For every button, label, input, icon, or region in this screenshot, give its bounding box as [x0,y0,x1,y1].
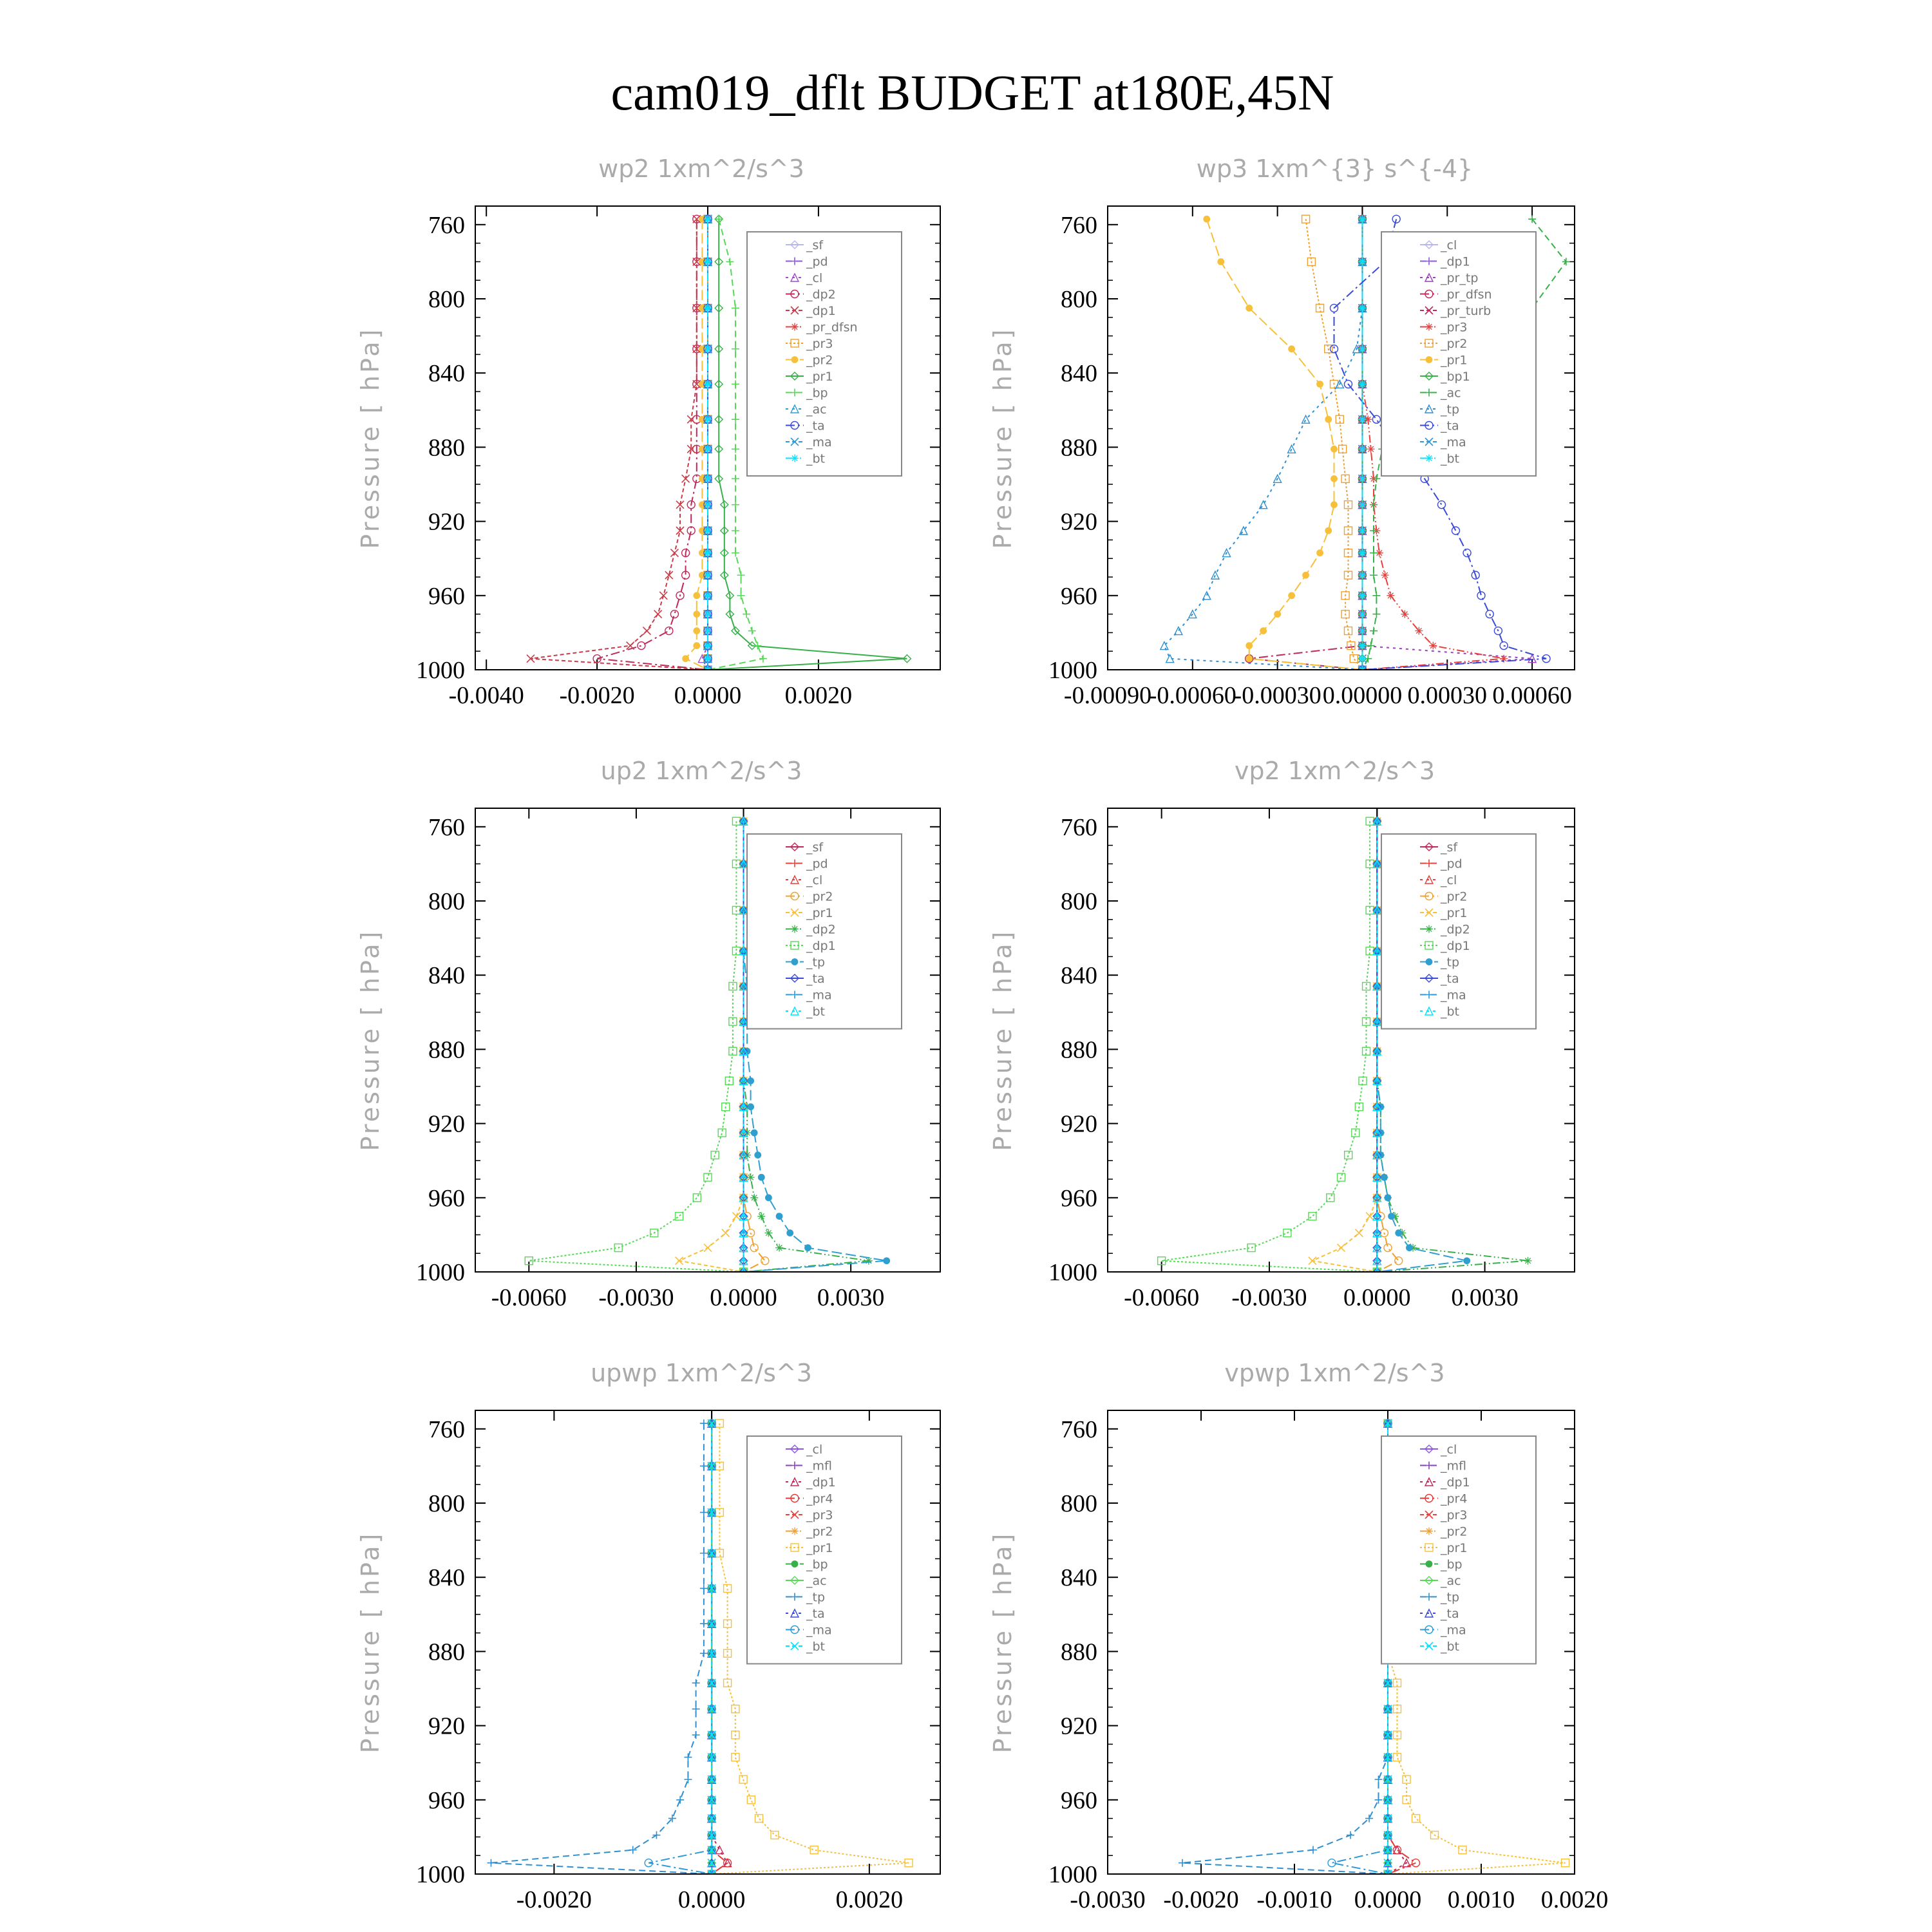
x-tick-label: 0.00060 [1492,682,1572,709]
panel-title: wp2 1xm^2/s^3 [598,155,804,183]
y-tick-label: 760 [1061,211,1097,239]
legend-label: _pr2 [806,1524,833,1539]
legend-label: _tp [1441,1590,1460,1605]
data-point [1395,1229,1402,1236]
data-point [1245,305,1253,312]
data-point [1316,381,1323,388]
data-point [1358,571,1366,579]
data-point [883,1257,890,1264]
legend-label: _mfl [1441,1459,1466,1473]
data-point [804,1244,811,1251]
legend-swatch-marker [791,455,799,462]
legend-label: _dp1 [1441,1475,1470,1490]
legend-label: _dp1 [806,1475,836,1490]
y-tick-label: 1000 [416,1259,465,1286]
y-tick-label: 880 [1061,434,1097,462]
data-point [754,1151,761,1159]
data-point [1245,655,1253,662]
y-tick-label: 800 [1061,888,1097,915]
y-tick-label: 1000 [1048,657,1097,684]
legend-label: _bp [806,386,828,401]
data-point [1245,642,1253,649]
x-tick-label: 0.0020 [835,1886,904,1913]
legend-label: _bp [1441,1557,1463,1572]
y-tick-label: 880 [1061,1036,1097,1064]
legend-label: _sf [806,238,824,252]
y-axis-label: Pressure [ hPa] [989,929,1017,1151]
legend-label: _dp2 [1441,922,1470,937]
legend-label: _mfl [806,1459,832,1473]
data-point [1288,345,1295,352]
legend-label: _pr4 [1441,1492,1468,1506]
y-tick-label: 920 [428,1712,465,1740]
x-tick-label: -0.0040 [448,682,524,709]
panel-title: up2 1xm^2/s^3 [600,757,802,785]
legend-label: _pr4 [806,1492,833,1506]
y-tick-label: 800 [1061,1490,1097,1517]
y-tick-label: 920 [428,508,465,536]
legend-label: _cl [1441,873,1457,887]
legend-label: _pr_dfsn [1441,287,1492,302]
legend-label: _ma [1441,435,1466,450]
y-tick-label: 1000 [1048,1259,1097,1286]
legend-label: _pd [806,857,828,871]
data-point [693,611,700,618]
legend-swatch-marker [1425,455,1433,462]
data-point [750,1194,758,1202]
x-tick-label: 0.00030 [1407,682,1488,709]
legend-swatch-marker [1425,925,1433,933]
legend-label: _pr1 [806,370,833,384]
legend-swatch-marker [1425,1528,1433,1535]
legend-label: _pr_tp [1441,271,1479,285]
legend [747,232,902,476]
legend-label: _pr3 [806,337,833,351]
data-point [1217,258,1224,265]
data-point [1358,592,1366,600]
y-tick-label: 880 [428,1638,465,1666]
legend-label: _bt [1441,1640,1460,1654]
panel-title: vpwp 1xm^2/s^3 [1224,1359,1445,1387]
panel-title: vp2 1xm^2/s^3 [1234,757,1435,785]
data-point [704,592,712,600]
y-axis-label: Pressure [ hPa] [356,327,384,549]
panel-title: wp3 1xm^{3} s^{-4} [1196,155,1473,183]
y-tick-label: 840 [1061,360,1097,388]
y-tick-label: 800 [428,286,465,313]
data-point [776,1213,783,1220]
x-tick-label: -0.0020 [516,1886,592,1913]
x-tick-label: -0.0030 [1070,1886,1146,1913]
y-tick-label: 760 [1061,813,1097,841]
legend-label: _cl [1441,238,1457,252]
y-tick-label: 840 [1061,962,1097,990]
legend-label: _pd [806,254,828,269]
data-point [1260,627,1267,634]
data-point [747,1103,754,1110]
data-point [693,627,700,634]
y-tick-label: 960 [1061,1184,1097,1212]
y-tick-label: 960 [428,1184,465,1212]
y-tick-label: 960 [1061,1786,1097,1814]
legend-label: _pd [1441,857,1463,871]
legend-label: _pr2 [1441,889,1468,904]
legend-label: _pr1 [806,906,833,920]
y-tick-label: 760 [428,1416,465,1443]
x-tick-label: -0.0060 [491,1284,567,1311]
data-point [1331,501,1338,508]
data-point [1288,592,1295,599]
y-tick-label: 840 [428,360,465,388]
data-point [693,592,700,599]
data-point [1524,1257,1532,1265]
data-point [1358,501,1366,509]
legend-label: _ma [1441,988,1466,1003]
x-tick-label: -0.0030 [1231,1284,1307,1311]
y-tick-label: 1000 [416,1861,465,1888]
data-point [704,549,712,557]
legend-label: _sf [806,840,824,855]
data-point [1358,642,1366,650]
legend-label: _pr3 [1441,1508,1468,1522]
legend-label: _ac [806,1574,827,1588]
data-point [765,1194,772,1201]
data-point [1325,527,1332,535]
y-axis-label: Pressure [ hPa] [989,327,1017,549]
legend [1381,834,1536,1029]
x-tick-label: 0.0000 [710,1284,777,1311]
y-tick-label: 960 [428,1786,465,1814]
data-point [704,415,712,423]
data-point [1387,592,1394,600]
legend-label: _ta [1441,419,1459,433]
data-point [1463,1257,1470,1264]
legend-label: _pr_turb [1441,304,1492,318]
x-tick-label: -0.0020 [559,682,635,709]
x-tick-label: 0.0020 [1540,1886,1609,1913]
x-tick-label: -0.0020 [1163,1886,1239,1913]
legend-label: _pr1 [806,1541,833,1555]
data-point [757,1213,765,1220]
x-tick-label: 0.0030 [1451,1284,1519,1311]
data-point [786,1229,793,1236]
data-point [1385,1194,1392,1201]
legend-label: _ta [1441,1607,1459,1621]
y-tick-label: 880 [428,1036,465,1064]
x-tick-label: 0.0000 [674,682,742,709]
legend [1381,232,1536,476]
legend-label: _pr2 [806,889,833,904]
legend-label: _ta [806,1607,825,1621]
legend-label: _cl [1441,1443,1457,1457]
y-axis-label: Pressure [ hPa] [989,1531,1017,1754]
y-tick-label: 880 [428,434,465,462]
y-tick-label: 1000 [416,657,465,684]
legend-label: _dp2 [806,287,836,302]
data-point [704,501,712,509]
data-point [1274,611,1281,618]
legend-label: _bp1 [1441,370,1470,384]
legend-label: _dp1 [1441,939,1470,953]
legend-label: _ta [806,972,825,986]
data-point [704,527,712,535]
data-point [1331,446,1338,453]
x-tick-label: 0.00000 [1322,682,1403,709]
y-axis-label: Pressure [ hPa] [356,1531,384,1754]
legend-label: _bt [806,1005,826,1019]
legend-label: _pr2 [1441,1524,1468,1539]
y-tick-label: 920 [428,1110,465,1138]
data-point [1358,549,1366,557]
x-tick-label: 0.0010 [1447,1886,1515,1913]
legend-label: _tp [1441,402,1460,417]
data-point [775,1244,783,1252]
legend-label: _bp [806,1557,828,1572]
legend-swatch-marker [1426,356,1433,363]
data-point [704,571,712,579]
x-tick-label: -0.0010 [1256,1886,1332,1913]
legend-label: _ac [806,402,827,417]
legend [747,1436,902,1664]
data-point [751,1130,758,1137]
data-point [1331,475,1338,482]
data-point [704,642,712,650]
page-title: cam019_dflt BUDGET at180E,45N [611,64,1334,120]
legend-label: _pr3 [1441,320,1468,335]
legend [747,834,902,1029]
y-tick-label: 920 [1061,508,1097,536]
legend-label: _bt [806,451,826,466]
legend-swatch-marker [1426,1560,1433,1567]
legend-label: _dp1 [806,939,836,953]
data-point [1388,1213,1395,1220]
data-point [704,345,712,353]
data-point [682,655,689,662]
data-point [1203,216,1210,223]
y-axis-label: Pressure [ hPa] [356,929,384,1151]
x-tick-label: -0.0030 [598,1284,674,1311]
x-tick-label: 0.0000 [1354,1886,1422,1913]
legend-label: _cl [806,873,823,887]
x-tick-label: -0.0060 [1124,1284,1200,1311]
y-tick-label: 800 [428,888,465,915]
data-point [1358,475,1366,482]
legend-label: _ta [806,419,825,433]
legend-label: _bt [1441,1005,1460,1019]
y-tick-label: 840 [1061,1564,1097,1592]
x-tick-label: 0.0000 [1343,1284,1411,1311]
panel-title: upwp 1xm^2/s^3 [591,1359,812,1387]
legend-label: _pr1 [1441,353,1468,368]
data-point [1316,549,1323,556]
y-tick-label: 880 [1061,1638,1097,1666]
legend-label: _dp2 [806,922,836,937]
x-tick-label: 0.0030 [817,1284,885,1311]
y-tick-label: 960 [428,582,465,610]
legend-swatch-marker [791,323,799,331]
legend-label: _bt [806,1640,826,1654]
legend-swatch-marker [791,925,799,933]
legend-label: _ma [806,1623,832,1638]
data-point [1358,527,1366,535]
y-tick-label: 840 [428,1564,465,1592]
legend-label: _sf [1441,840,1458,855]
y-tick-label: 920 [1061,1110,1097,1138]
legend-label: _ma [806,435,832,450]
data-point [693,642,700,649]
y-tick-label: 760 [428,813,465,841]
legend-label: _pr3 [806,1508,833,1522]
legend-label: _tp [806,955,826,970]
legend-label: _dp1 [806,304,836,318]
legend-swatch-marker [1426,958,1433,965]
data-point [758,1174,765,1181]
data-point [1358,415,1366,423]
legend-swatch-marker [791,958,799,965]
legend-label: _pr1 [1441,1541,1468,1555]
y-tick-label: 800 [1061,286,1097,313]
legend-label: _ma [806,988,832,1003]
legend-label: _cl [806,271,823,285]
data-point [1358,345,1366,353]
x-tick-label: -0.00090 [1063,682,1152,709]
data-point [1406,1244,1413,1251]
legend-swatch-marker [791,1528,799,1535]
legend-label: _ma [1441,1623,1466,1638]
legend-label: _tp [1441,955,1460,970]
legend-label: _pr2 [806,353,833,368]
legend [1381,1436,1536,1664]
data-point [747,1077,754,1084]
x-tick-label: 0.0000 [677,1886,746,1913]
data-point [704,475,712,482]
legend-label: _ta [1441,972,1459,986]
legend-label: _pr1 [1441,906,1468,920]
legend-label: _tp [806,1590,826,1605]
legend-label: _cl [806,1443,823,1457]
legend-swatch-marker [1425,323,1433,331]
data-point [1325,416,1332,423]
legend-label: _dp1 [1441,254,1470,269]
legend-label: _pr_dfsn [806,320,858,335]
y-tick-label: 760 [428,211,465,239]
data-point [1302,572,1309,579]
x-tick-label: -0.00060 [1148,682,1236,709]
legend-label: _bt [1441,451,1460,466]
legend-label: _pr2 [1441,337,1468,351]
data-point [1381,571,1389,579]
legend-label: _ac [1441,386,1461,401]
data-point [1429,642,1437,650]
legend-swatch-marker [791,356,799,363]
legend-label: _ac [1441,1574,1461,1588]
y-tick-label: 840 [428,962,465,990]
y-tick-label: 960 [1061,582,1097,610]
y-tick-label: 760 [1061,1416,1097,1443]
x-tick-label: 0.0020 [784,682,853,709]
x-tick-label: -0.00030 [1233,682,1321,709]
y-tick-label: 920 [1061,1712,1097,1740]
y-tick-label: 800 [428,1490,465,1517]
y-tick-label: 1000 [1048,1861,1097,1888]
legend-swatch-marker [791,1560,799,1567]
data-point [1381,1174,1388,1181]
data-point [764,1229,772,1237]
